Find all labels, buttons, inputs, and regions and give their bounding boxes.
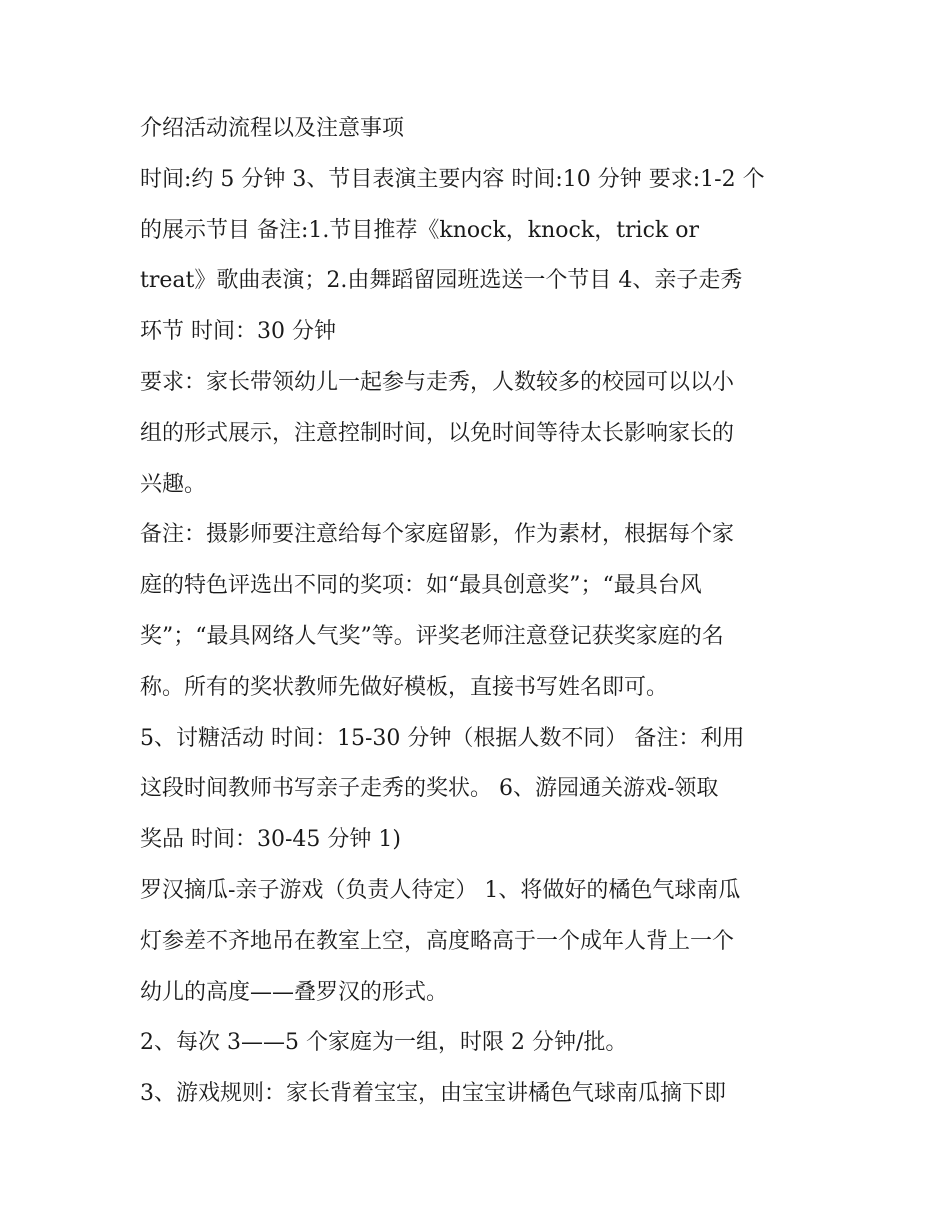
text-line: 备注：摄影师要注意给每个家庭留影，作为素材，根据每个家 <box>140 522 735 548</box>
text-line: 环节 时间：30 分钟 <box>140 319 336 345</box>
text-line: 组的形式展示，注意控制时间，以免时间等待太长影响家长的 <box>140 420 735 446</box>
text-line: 这段时间教师书写亲子走秀的奖状。 6、游园通关游戏-领取 <box>140 776 719 802</box>
text-line: 庭的特色评选出不同的奖项：如“最具创意奖”；“最具台风 <box>140 573 702 599</box>
text-line: 时间:约 5 分钟 3、节目表演主要内容 时间:10 分钟 要求:1-2 个 <box>140 166 765 192</box>
text-line: 的展示节目 备注:1.节目推荐《knock，knock，trick or <box>140 217 699 243</box>
text-line: 称。所有的奖状教师先做好模板，直接书写姓名即可。 <box>140 674 669 700</box>
text-line: 奖品 时间：30-45 分钟 1) <box>140 827 401 853</box>
document-body <box>140 104 820 1120</box>
text-line: 罗汉摘瓜-亲子游戏（负责人待定） 1、将做好的橘色气球南瓜 <box>140 877 741 903</box>
text-line: 3、游戏规则：家长背着宝宝，由宝宝讲橘色气球南瓜摘下即 <box>140 1081 726 1107</box>
text-line: 介绍活动流程以及注意事项 <box>140 116 405 141</box>
text-line: 奖”；“最具网络人气奖”等。评奖老师注意登记获奖家庭的名 <box>140 623 724 649</box>
text-line: 灯参差不齐地吊在教室上空，高度略高于一个成年人背上一个 <box>140 928 735 954</box>
text-line: 要求：家长带领幼儿一起参与走秀，人数较多的校园可以以小 <box>140 369 735 395</box>
text-line: 幼儿的高度——叠罗汉的形式。 <box>140 979 449 1005</box>
text-line: 2、每次 3——5 个家庭为一组，时限 2 分钟/批。 <box>140 1030 628 1056</box>
text-line: 兴趣。 <box>140 471 207 497</box>
text-line: 5、讨糖活动 时间：15-30 分钟（根据人数不同） 备注：利用 <box>140 725 745 751</box>
text-line: treat》歌曲表演；2.由舞蹈留园班选送一个节目 4、亲子走秀 <box>140 268 743 294</box>
